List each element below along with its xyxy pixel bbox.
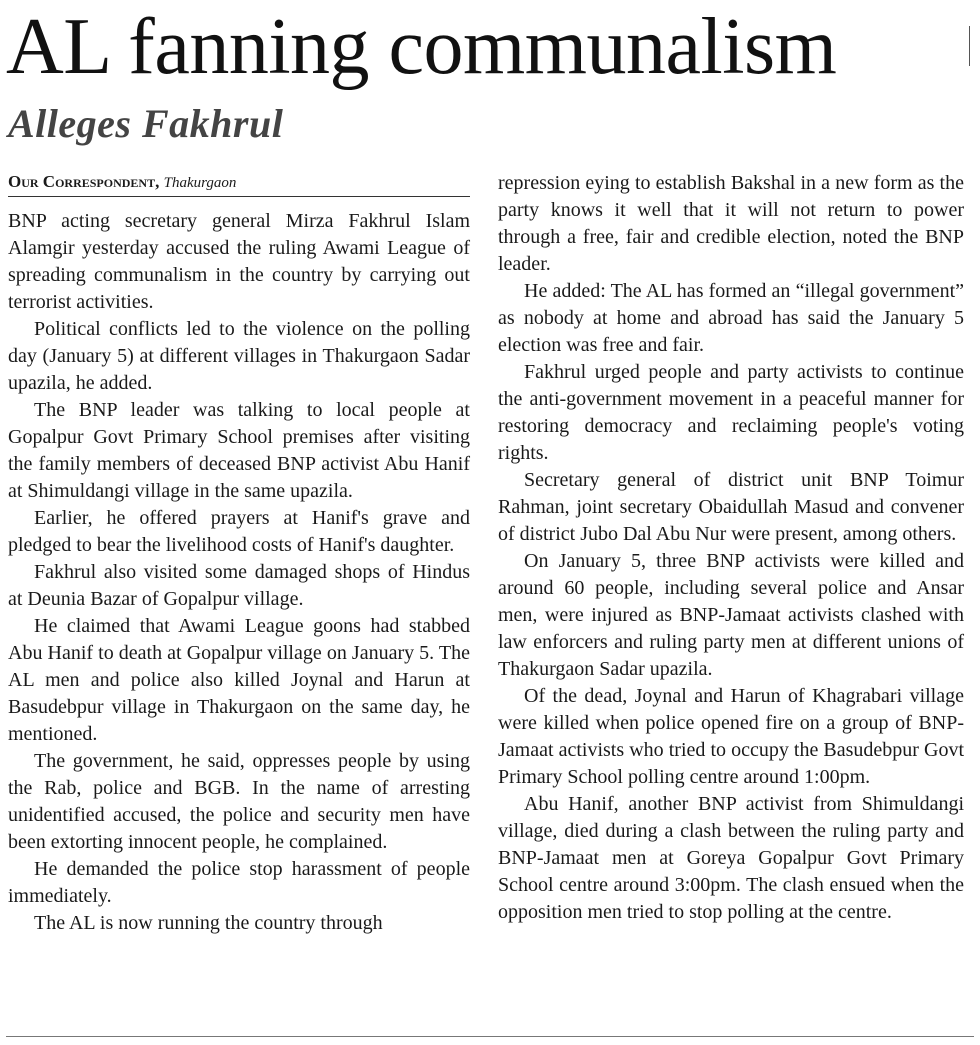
paragraph: He added: The AL has formed an “illegal government” as nobody at home and abroad has said the January 5 election was free and fair.: [498, 280, 964, 356]
paragraph: repression eying to establish Bakshal in a new form as the party knows it well that it will not return to power through a free, fair and credible election, noted the BNP leader.: [498, 172, 964, 275]
column-divider: [969, 26, 980, 66]
paragraph: Fakhrul also visited some damaged shops of Hindus at Deunia Bazar of Gopalpur village.: [8, 561, 470, 610]
paragraph: The government, he said, oppresses people by using the Rab, police and BGB. In the name of arresting unidentified accused, the police and security men have been extorting innocent people, he complained.: [8, 750, 470, 853]
paragraph: He demanded the police stop harassment of people immediately.: [8, 858, 470, 907]
paragraph: Abu Hanif, another BNP activist from Shimuldangi village, died during a clash between the ruling party and BNP-Jamaat men at Goreya Gopalpur Govt Primary School centre around 3:00pm. The clash ensued when the opposition men tried to stop polling at the centre.: [498, 793, 964, 923]
paragraph: The AL is now running the country through: [34, 912, 383, 934]
byline-location: Thakurgaon: [163, 175, 237, 191]
headline: AL fanning communalism: [6, 3, 837, 91]
paragraph: Political conflicts led to the violence on the polling day (January 5) at different villages in Thakurgaon Sadar upazila, he added.: [8, 318, 470, 394]
byline: [8, 171, 470, 197]
paragraph: He claimed that Awami League goons had stabbed Abu Hanif to death at Gopalpur village on January 5. The AL men and police also killed Joynal and Harun at Basudebpur village in Thakurgaon on the same day, he mentioned.: [8, 615, 470, 745]
byline-author: Our Correspondent,: [8, 172, 160, 191]
paragraph: On January 5, three BNP activists were killed and around 60 people, including several police and Ansar men, were injured as BNP-Jamaat activists clashed with law enforcers and ruling party men at different unions of Thakurgaon Sadar upazila.: [498, 550, 964, 680]
article-column-right: [498, 170, 964, 926]
bottom-rule: [6, 1036, 974, 1037]
paragraph: Of the dead, Joynal and Harun of Khagrabari village were killed when police opened fire on a group of BNP-Jamaat activists who tried to occupy the Basudebpur Govt Primary School polling centre around 1:00pm.: [498, 685, 964, 788]
paragraph: The BNP leader was talking to local people at Gopalpur Govt Primary School premises after visiting the family members of deceased BNP activist Abu Hanif at Shimuldangi village in the same upazila.: [8, 399, 470, 502]
paragraph: Secretary general of district unit BNP Toimur Rahman, joint secretary Obaidullah Masud and convener of district Jubo Dal Abu Nur were present, among others.: [498, 469, 964, 545]
paragraph: Fakhrul urged people and party activists to continue the anti-government movement in a peaceful manner for restoring democracy and reclaiming people's voting rights.: [498, 361, 964, 464]
paragraph: Earlier, he offered prayers at Hanif's grave and pledged to bear the livelihood costs of Hanif's daughter.: [8, 507, 470, 556]
paragraph: BNP acting secretary general Mirza Fakhrul Islam Alamgir yesterday accused the ruling Awami League of spreading communalism in the country by carrying out terrorist activities.: [8, 210, 470, 313]
subheadline: Alleges Fakhrul: [8, 101, 284, 146]
article-column-left: [8, 208, 470, 937]
